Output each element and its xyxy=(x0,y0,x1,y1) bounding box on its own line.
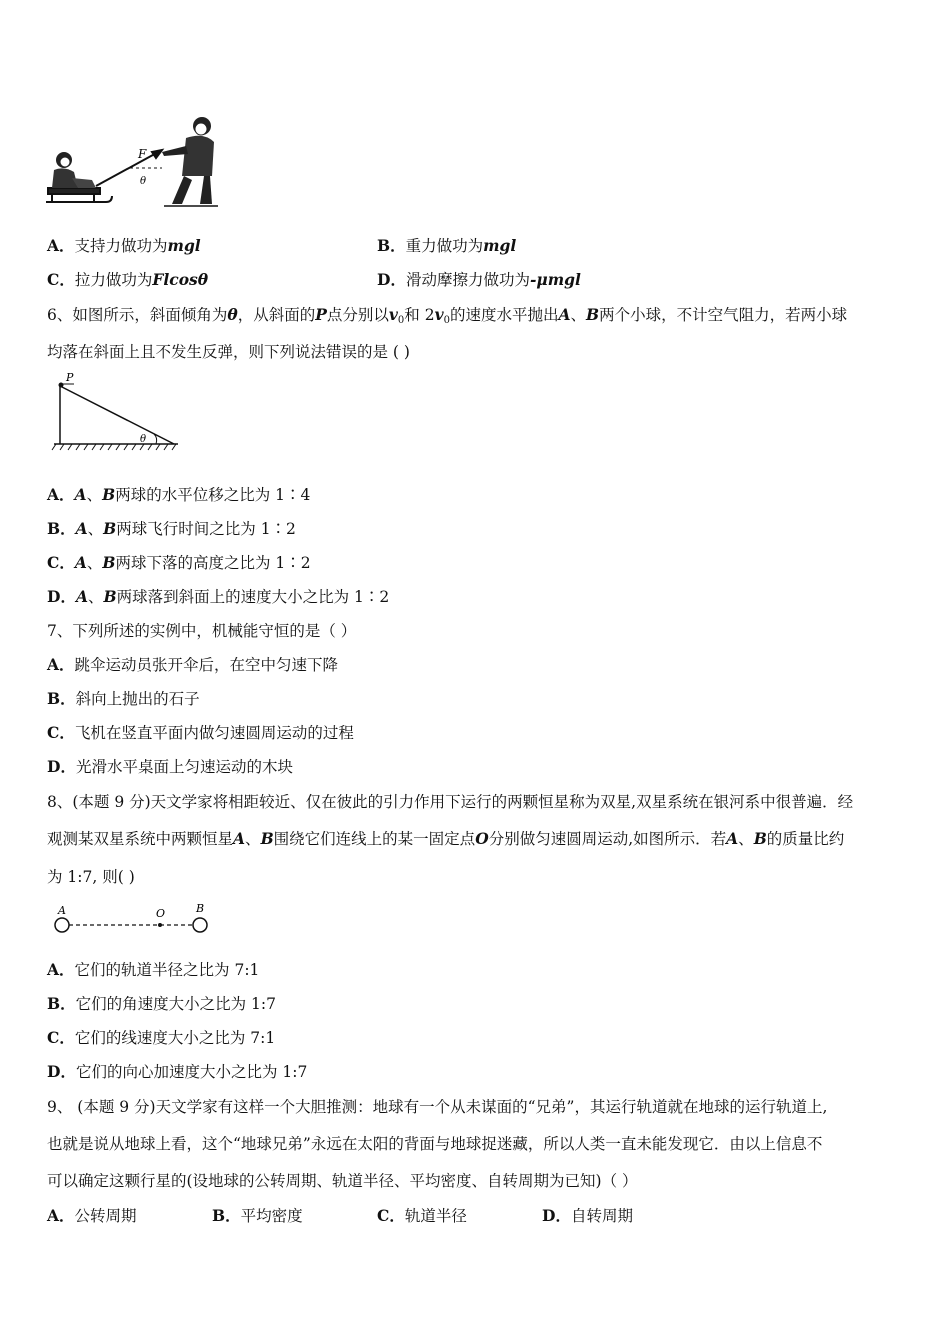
rope xyxy=(96,150,162,186)
star-a-label: A xyxy=(58,904,66,917)
q9-stem-line3: 可以确定这颗行星的(设地球的公转周期、轨道半径、平均密度、自转周期为已知)（ ） xyxy=(47,1172,638,1190)
child xyxy=(52,152,96,188)
q9-option-b: B．平均密度 xyxy=(212,1206,303,1225)
q5-option-a: A．支持力做功为mgl xyxy=(47,236,201,255)
q5-option-d: D．滑动摩擦力做功为-μmgl xyxy=(377,270,581,289)
sled xyxy=(46,188,112,202)
binary-star-figure xyxy=(50,900,214,936)
q6-stem-line1: 6、如图所示，斜面倾角为θ，从斜面的P点分别以$v_0$和 $2v_0$的速度水平抛出A、B两个小球，不计空气阻力，若两小球 xyxy=(47,305,848,326)
q8-option-a: A．它们的轨道半径之比为 7:1 xyxy=(47,960,260,979)
q8-stem-line2: 观测某双星系统中两颗恒星A、B围绕它们连线上的某一固定点O分别做匀速圆周运动,如图所示．若A、B的质量比约 xyxy=(47,829,845,848)
q8-stem-line1: 8、(本题 9 分)天文学家将相距较近、仅在彼此的引力作用下运行的两颗恒星称为双星,双星系统在银河系中很普遍．经 xyxy=(47,793,854,811)
man xyxy=(162,117,218,206)
q9-option-d: D．自转周期 xyxy=(542,1206,633,1225)
q7-option-c: C．飞机在竖直平面内做匀速圆周运动的过程 xyxy=(47,723,354,742)
q6-stem-line2: 均落在斜面上且不发生反弹，则下列说法错误的是 ( ) xyxy=(47,343,410,361)
q9-stem-line1: 9、 (本题 9 分)天文学家有这样一个大胆推测：地球有一个从未谋面的“兄弟”，其运行轨道就在地球的运行轨道上, xyxy=(47,1098,828,1116)
q6-option-c: C．A、B两球下落的高度之比为 1∶2 xyxy=(47,553,311,572)
incline-angle-label: θ xyxy=(140,434,147,445)
q7-option-b: B．斜向上抛出的石子 xyxy=(47,689,200,708)
q5-option-b: B．重力做功为mgl xyxy=(377,236,517,255)
q7-option-d: D．光滑水平桌面上匀速运动的木块 xyxy=(47,757,293,776)
q8-stem-line3: 为 1:7, 则( ) xyxy=(47,868,135,886)
q6-option-b: B．A、B两球飞行时间之比为 1∶2 xyxy=(47,519,296,538)
incline-figure xyxy=(50,372,182,452)
q7-stem: 7、下列所述的实例中，机械能守恒的是（ ） xyxy=(47,622,357,640)
q8-option-c: C．它们的线速度大小之比为 7:1 xyxy=(47,1028,276,1047)
q9-stem-line2: 也就是说从地球上看，这个“地球兄弟”永远在太阳的背面与地球捉迷藏，所以人类一直未能发现它．由以上信息不 xyxy=(47,1135,823,1153)
q6-option-a: A．A、B两球的水平位移之比为 1∶4 xyxy=(47,485,311,504)
star-b-label: B xyxy=(196,902,205,915)
point-p-label: P xyxy=(66,372,74,384)
q6-option-d: D．A、B两球落到斜面上的速度大小之比为 1∶2 xyxy=(47,587,390,606)
force-label: F xyxy=(138,147,147,161)
q5-option-c: C．拉力做功为Flcosθ xyxy=(47,270,209,289)
sled-pulling-figure xyxy=(44,112,220,208)
q8-option-d: D．它们的向心加速度大小之比为 1:7 xyxy=(47,1062,308,1081)
point-o-label: O xyxy=(156,907,166,920)
q9-option-c: C．轨道半径 xyxy=(377,1206,467,1225)
q7-option-a: A．跳伞运动员张开伞后，在空中匀速下降 xyxy=(47,655,339,674)
q9-option-a: A．公转周期 xyxy=(47,1206,137,1225)
q8-option-b: B．它们的角速度大小之比为 1:7 xyxy=(47,994,276,1013)
angle-label: θ xyxy=(140,176,147,187)
